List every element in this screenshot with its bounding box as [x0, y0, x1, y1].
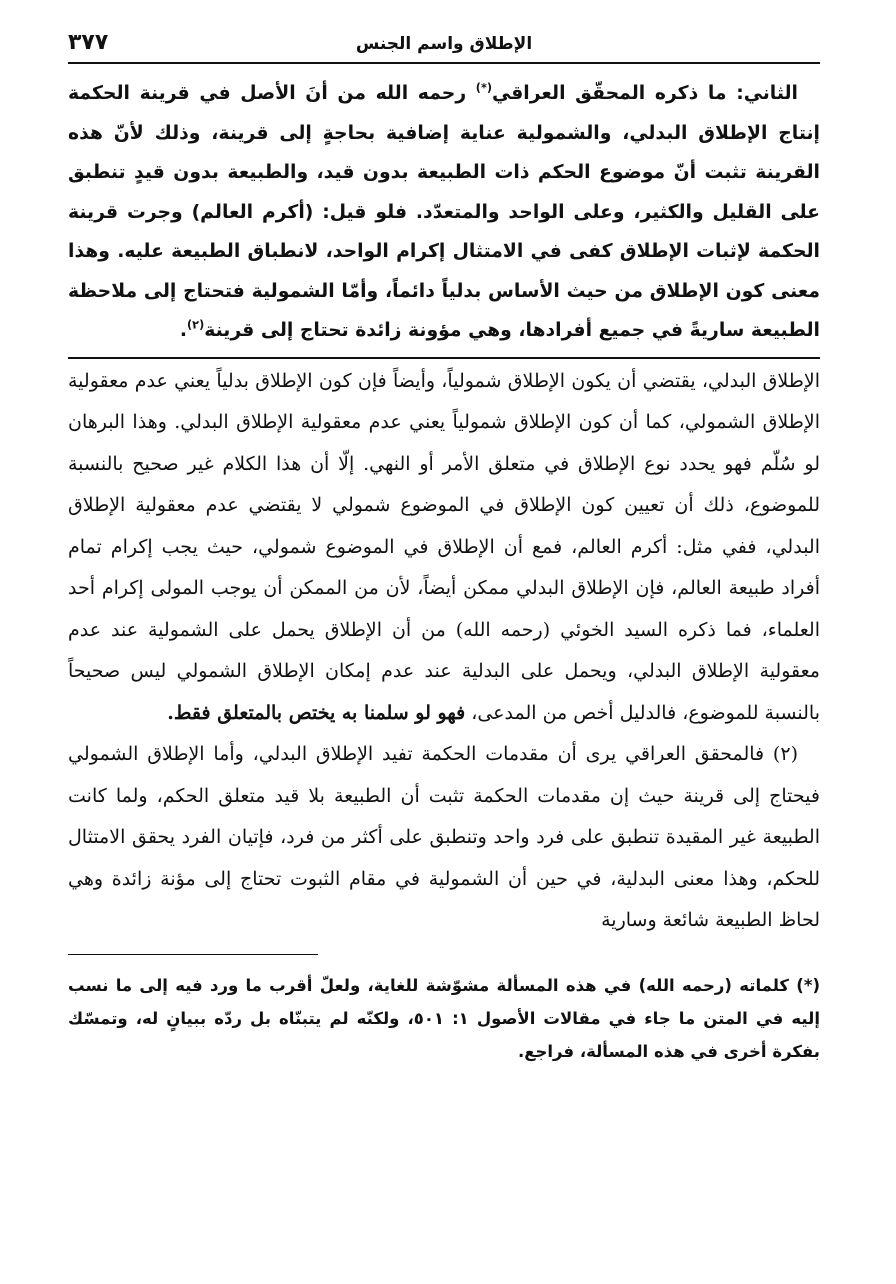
- main-text-paragraph: [68, 74, 820, 351]
- footnote-continuation-bold: فهو لو سلمنا به يختص بالمتعلق فقط.: [167, 701, 466, 724]
- author-note-separator-wrap: [68, 954, 820, 955]
- footnote-2: (٢) فالمحقق العراقي يرى أن مقدمات الحكمة تفيد الإطلاق البدلي، وأما الإطلاق الشمولي فيحتاج إلى قرينة حيث إن مقدمات الحكمة تثبت أن الطبيعة بلا قيد متعلق الحكم، ولما كانت الطبيعة غير المقيدة تنطبق على فرد واحد وتنطبق على أكثر من فرد، فإتيان الفرد يحقق الامتثال للحكم، وهذا معنى البدلية، في حين أن الشمولية في مقام الثبوت تحتاج إلى مؤنة زائدة وهي لحاظ الطبيعة شائعة وسارية: [68, 743, 820, 931]
- author-note: (*) كلماته (رحمه الله) في هذه المسألة مشوّشة للغاية، ولعلّ أقرب ما ورد فيه إلى ما نسب إليه في المتن ما جاء في مقالات الأصول ١: ٥٠١، ولكنّه لم يتبنّاه بل ردّه ببيانٍ له، وتمسّك بفكرة أخرى في هذه المسألة، فراجع.: [68, 975, 820, 1061]
- running-title: الإطلاق واسم الجنس: [355, 34, 533, 54]
- footnote-separator: [68, 357, 820, 359]
- author-note-marker: (*): [475, 81, 492, 95]
- footnote-continuation: [68, 361, 820, 735]
- main-text-opening: الثاني: ما ذكره المحقّق العراقي: [492, 83, 798, 104]
- main-text-body: رحمه الله من أنَ الأصل في قرينة الحكمة إنتاج الإطلاق البدلي، والشمولية عناية إضافية بحاجةٍ إلى قرينة، وذلك لأنّ هذه القرينة تثبت أنّ موضوع الحكم ذات الطبيعة بدون قيد، والطبيعة بدون قيدٍ تنطبق على القليل والكثير، وعلى الواحد والمتعدّد. فلو قيل: (أكرم العالم) وجرت قرينة الحكمة لإثبات الإطلاق كفى في الامتثال إكرام الواحد، لانطباق الطبيعة عليه. وهذا معنى كون الإطلاق من حيث الأساس بدلياً دائماً، وأمّا الشمولية فتحتاج إلى ملاحظة الطبيعة ساريةً في جميع أفرادها، وهي مؤونة زائدة تحتاج إلى قرينة: [68, 83, 820, 341]
- main-text-end: .: [179, 320, 188, 341]
- footnote-continuation-text: الإطلاق البدلي، يقتضي أن يكون الإطلاق شمولياً، وأيضاً فإن كون الإطلاق بدلياً يعني عدم معقولية الإطلاق الشمولي، كما أن كون الإطلاق شمولياً يعني عدم معقولية الإطلاق البدلي. وهذا البرهان لو سُلّم فهو يحدد نوع الإطلاق في متعلق الأمر أو النهي. إلّا أن هذا الكلام غير صحيح بالنسبة للموضوع، ذلك أن تعيين كون الإطلاق في الموضوع شمولي لا يقتضي عدم معقولية الإطلاق البدلي، ففي مثل: أكرم العالم، فمع أن الإطلاق في الموضوع شمولي، حيث يجب إكرام تمام أفراد طبيعة العالم، فإن الإطلاق البدلي ممكن أيضاً، لأن من الممكن أن يوجب المولى إكرام أحد العلماء، فما ذكره السيد الخوئي (رحمه الله) من أن الإطلاق يحمل على الشمولية عند عدم معقولية الإطلاق البدلي، ويحمل على البدلية عند عدم إمكان الإطلاق الشمولي ليس صحيحاً بالنسبة للموضوع، فالدليل أخص من المدعى،: [68, 369, 820, 724]
- page-header: [68, 28, 820, 64]
- book-page: [68, 28, 820, 1238]
- page-number: ٣٧٧: [68, 30, 109, 55]
- footnote-reference: (٢): [187, 318, 205, 332]
- author-note-separator: [68, 954, 318, 955]
